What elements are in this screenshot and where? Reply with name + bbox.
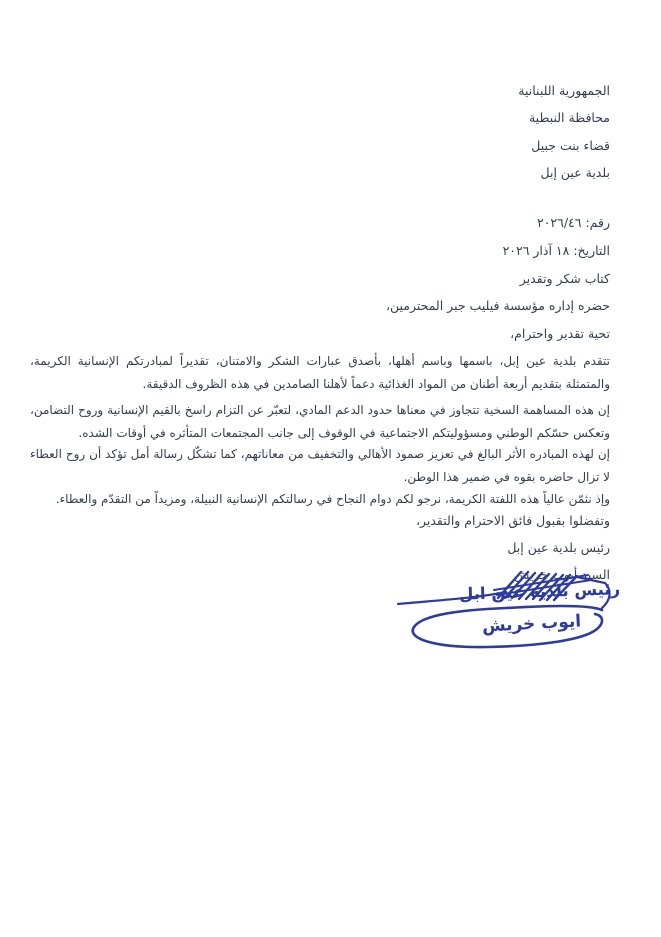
body-paragraph-3: إن لهذه المبادره الأثر البالغ في تعزيز صمود الأهالي والتخفيف من معاناتهم، كما تشكّل رسالة أمل تؤكد أن روح العطاء لا تزال حاضره بقوه في ضمير هذا الوطن. <box>30 447 610 484</box>
header-district-line: قضاء بنت جبيل <box>531 138 610 153</box>
letter-date: التاريخ: ١٨ آذار ٢٠٢٦ <box>502 243 610 258</box>
body-paragraph-4: وإذ نثمّن عالياً هذه اللفتة الكريمة، نرجو لكم دوام النجاح في رسالتكم الإنسانية النبيلة، ومزيداً من التقدّم والعطاء. <box>55 492 610 506</box>
letter-subject: كتاب شكر وتقدير <box>519 271 610 286</box>
body-paragraph-2: إن هذه المساهمة السخية تتجاوز في معناها حدود الدعم المادي، لتعبّر عن التزام راسخ بالقيم الإنسانية وروح التضامن، وتعكس حسّكم الوطني ومسؤوليتكم الاجتماعية في الوقوف إلى جانب المجتمعات المتأثره في أوقات الشده. <box>30 403 610 440</box>
signature-stamp-name-text: ايوب خريش <box>481 611 582 637</box>
body-paragraph-1: تتقدم بلدية عين إبل، باسمها وباسم أهلها، بأصدق عبارات الشكر والامتنان، تقديراً لمبادرتكم الإنسانية الكريمة، والمتمثلة بتقديم أربعة أطنان من المواد الغذائية دعماً لأهلنا الصامدين في هذه الظروف الدقيقة. <box>30 354 610 391</box>
reference-number: رقم: ٢٠٢٦/٤٦ <box>536 215 610 230</box>
letter-closing: وتفضلوا بقبول فائق الاحترام والتقدير، <box>415 513 610 528</box>
header-republic-line: الجمهورية اللبنانية <box>518 83 610 98</box>
header-municipality-line: بلدية عين إبل <box>540 165 610 180</box>
signer-name: السيد أيوب خريش <box>514 567 610 582</box>
signer-title: رئيس بلدية عين إبل <box>507 540 610 555</box>
letter-recipient: حضره إداره مؤسسة فيليب جبر المحترمين، <box>385 298 610 313</box>
letter-salutation: تحية تقدير واحترام، <box>510 326 610 341</box>
header-governorate-line: محافظة النبطية <box>528 110 610 125</box>
signature-stamp-title-text: رئيس بلدية عين ابل <box>458 579 621 604</box>
